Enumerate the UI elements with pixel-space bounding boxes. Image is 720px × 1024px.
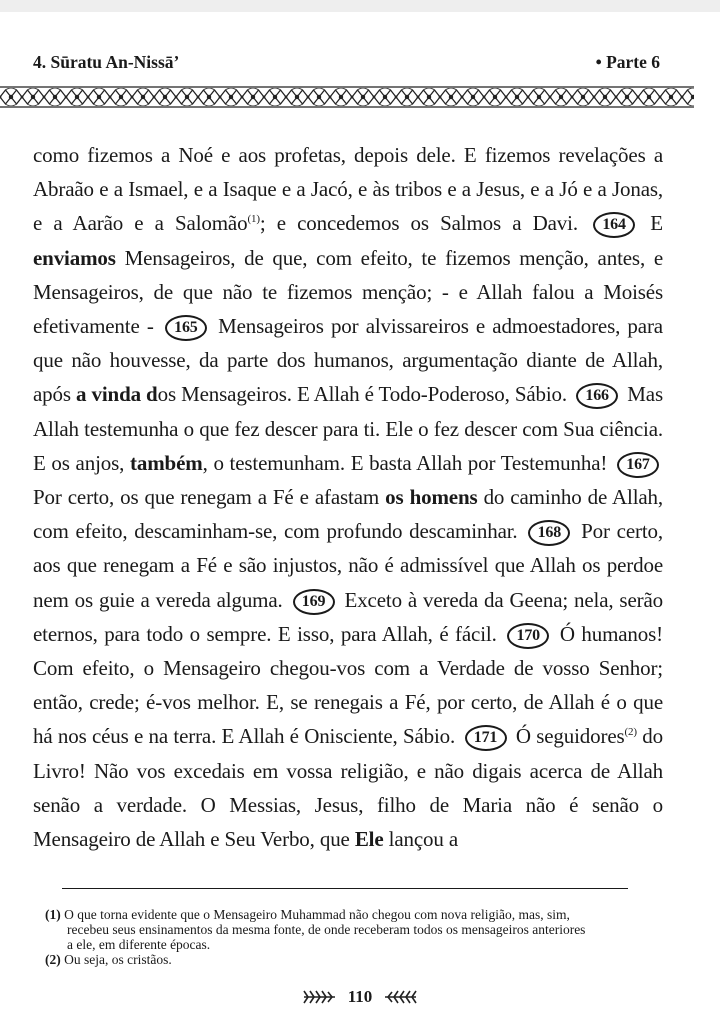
page-footer [0,984,720,1010]
footnote-ref-1[interactable]: (1) [247,213,260,226]
footnote-1 [45,907,675,922]
footnote-text: recebeu seus ensinamentos da mesma fonte, de onde receberam todos os mensageiros anteriores [67,922,586,937]
text-segment: como fizemos a Noé e aos profetas, depois dele. E fizemos revelações a Abraão e a Ismael, e a Isaque e a Jacó, e às tribos e a Jesus, e a Jó e a Jonas, e a Aarão e a Salomão [33,143,663,236]
footnotes [45,907,675,967]
footnote-text: Ou seja, os cristãos. [64,952,172,967]
text-segment: Ó humanos! Com efeito, o Mensageiro chegou-vos com a Verdade de vosso Senhor; então, crede; é-vos melhor. E, se renegais a Fé, por certo, de Allah é o que há nos céus e na terra. E Allah é Onisciente, Sábio. [33,621,663,749]
ornament-border [0,86,694,108]
text-segment: Mas Allah testemunha o que fez descer para ti. Ele o fez descer com Sua ciência. E os anjos, [33,382,663,475]
text-segment: E [650,211,663,236]
verse-number-170: 170 [507,623,549,649]
footnote-1-continued [67,922,675,937]
verse-number-166: 166 [576,383,618,409]
text-segment: os Mensageiros. E Allah é Todo-Poderoso, Sábio. [157,382,568,407]
top-bar [0,0,720,12]
bold-insertion: Ele [354,827,384,852]
verse-number-171: 171 [465,725,507,751]
text-segment: Por certo, aos que renegam a Fé e são injustos, não é admissível que Allah os perdoe nem os guie a vereda alguma. [33,519,663,612]
text-segment: Ó seguidores [515,724,625,749]
text-segment: do Livro! Não vos excedais em vossa religião, e não digais acerca de Allah senão a verdade. O Messias, Jesus, filho de Maria não é senão o Mensageiro de Allah e Seu Verbo, que [33,724,663,852]
left-leaf-ornament-icon [302,989,336,1005]
footnote-text: O que torna evidente que o Mensageiro Muhammad não chegou com nova religião, mas, sim, [64,907,570,922]
verse-number-164: 164 [593,212,635,238]
text-segment: Mensageiros por alvissareiros e admoestadores, para que não houvesse, da parte dos humanos, argumentação diante de Allah, após [33,314,663,407]
text-segment: do caminho de Allah, com efeito, descaminham-se, com profundo descaminhar. [33,485,663,544]
text-segment: , o testemunham. E basta Allah por Testemunha! [202,450,608,475]
verse-number-167: 167 [617,452,659,478]
text-segment: ; e concedemos os Salmos a Davi. [259,211,578,236]
verse-number-165: 165 [165,315,207,341]
text-segment: Mensageiros, de que, com efeito, te fizemos menção, antes, e Mensageiros, de que não te fizemos menção; - e Allah falou a Moisés efetivamente - [33,245,663,339]
footnote-1-continued [67,937,675,952]
ornament-pattern-icon [0,86,694,108]
part-label: • Parte 6 [595,51,660,72]
text-segment: lançou a [388,827,459,852]
bold-insertion: também [130,450,203,475]
verse-text [33,138,663,856]
verse-number-169: 169 [293,589,335,615]
bold-insertion: enviamos [33,245,116,270]
right-leaf-ornament-icon [384,989,418,1005]
page-header [33,48,660,76]
footnote-2 [45,952,675,967]
bold-insertion: a vinda d [76,382,158,407]
surah-title: 4. Sūratu An-Nissā’ [33,51,180,72]
verse-number-168: 168 [528,520,570,546]
page-number: 110 [347,987,373,1006]
footnote-label: (2) [45,952,61,967]
footnote-text: a ele, em diferente épocas. [67,937,211,952]
footnote-label: (1) [45,907,61,922]
bold-insertion: os homens [385,485,478,510]
text-segment: Exceto à vereda da Geena; nela, serão eternos, para todo o sempre. E isso, para Allah, é fácil. [33,587,663,646]
footnote-ref-2[interactable]: (2) [624,726,637,739]
text-segment: Por certo, os que renegam a Fé e afastam [33,485,380,510]
footnote-divider [62,888,628,889]
